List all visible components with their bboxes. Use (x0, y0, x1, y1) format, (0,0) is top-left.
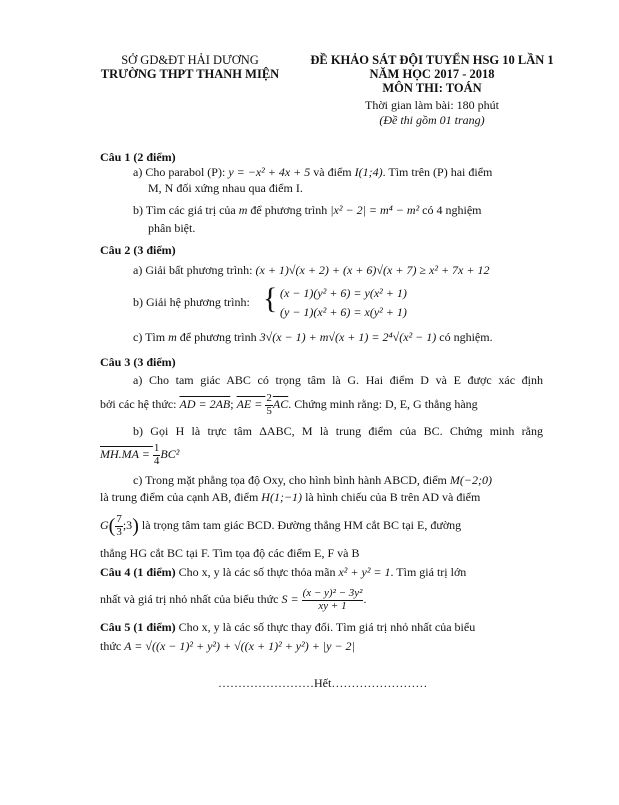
fraction-2-5: $\frac{2}{5}$ (266, 392, 272, 417)
q2b-equation-2: (y − 1)(x² + 6) = x(y² + 1) (280, 305, 407, 319)
time-allowed: Thời gian làm bài: 180 phút (365, 98, 499, 112)
q5-line1: Câu 5 (1 điểm) Cho x, y là các số thực thay đổi. Tìm giá trị nhỏ nhất của biểu (100, 620, 476, 634)
question-1-title: Câu 1 (2 điểm) (100, 150, 176, 164)
exam-title: ĐỀ KHẢO SÁT ĐỘI TUYỂN HSG 10 LẦN 1 (310, 53, 554, 67)
q1b-line2: phân biệt. (148, 221, 196, 235)
end-marker: ……………………Hết…………………… (218, 676, 428, 690)
school-name: TRƯỜNG THPT THANH MIỆN (100, 67, 280, 81)
q4-line1: Câu 4 (1 điểm) Cho x, y là các số thực thỏa mãn x² + y² = 1. Tìm giá trị lớn (100, 565, 467, 579)
q1b-line1: b) Tìm các giá trị của m để phương trình |x² − 2| = m⁴ − m² có 4 nghiệm (133, 203, 482, 217)
system-brace: { (263, 282, 278, 315)
fraction-1-4: $\frac{1}{4}$ (153, 442, 160, 467)
q2c-line: c) Tìm m để phương trình 3√(x − 1) + m√(x + 1) = 2⁴√(x² − 1) có nghiệm. (133, 330, 493, 344)
q3c-line2: là trung điểm của cạnh AB, điểm H(1;−1) là hình chiếu của B trên AD và điểm (100, 490, 481, 504)
q2b-label: b) Giải hệ phương trình: (133, 295, 250, 309)
q2a-line: a) Giải bất phương trình: (x + 1)√(x + 2) + (x + 6)√(x + 7) ≥ x² + 7x + 12 (133, 263, 490, 277)
fraction-7-3: $\frac{7}{3}$ (116, 513, 122, 538)
department-name: SỞ GD&ĐT HẢI DƯƠNG (121, 53, 259, 67)
q4-line2: nhất và giá trị nhỏ nhất của biểu thức S = $\frac{\text{(x − y)² − 3y²}}{xy + 1}$ . (100, 587, 367, 612)
question-3-title: Câu 3 (3 điểm) (100, 355, 176, 369)
q3b-line1: b) Gọi H là trực tâm ΔABC, M là trung điểm của BC. Chứng minh rằng (133, 424, 543, 438)
q2b-equation-1: (x − 1)(y² + 6) = y(x² + 1) (280, 286, 407, 300)
q3c-line3: G( $\frac{7}{3}$ ;3) là trọng tâm tam giác BCD. Đường thẳng HM cắt BC tại E, đường (100, 513, 462, 538)
q3b-line2: MH.MA = $\frac{1}{4}$ BC² (100, 442, 180, 467)
q1a-line2: M, N đối xứng nhau qua điểm I. (148, 181, 303, 195)
q5-line2: thức A = √((x − 1)² + y²) + √((x + 1)² + y²) + |y − 2| (100, 639, 355, 653)
question-2-title: Câu 2 (3 điểm) (100, 243, 176, 257)
q3c-line4: thẳng HG cắt BC tại F. Tìm tọa độ các điểm E, F và B (100, 546, 360, 560)
q3a-line1: a) Cho tam giác ABC có trọng tâm là G. Hai điểm D và E được xác định (133, 373, 543, 387)
q3c-line1: c) Trong mặt phẳng tọa độ Oxy, cho hình bình hành ABCD, điểm M(−2;0) (133, 473, 492, 487)
q3a-line2: bởi các hệ thức: AD = 2AB; AE = $\frac{2}{5}$ $\overline{AC}$. Chứng minh rằng: D, E, G thẳng hàng (100, 392, 478, 417)
q1a-line1: a) Cho parabol (P): y = −x² + 4x + 5 và điểm I(1;4). Tìm trên (P) hai điểm (133, 165, 493, 179)
fraction-s: $\frac{\text{(x − y)² − 3y²}}{xy + 1}$ (302, 587, 363, 612)
page-count: (Đề thi gồm 01 trang) (379, 113, 485, 127)
subject: MÔN THI: TOÁN (382, 81, 482, 95)
school-year: NĂM HỌC 2017 - 2018 (369, 67, 495, 81)
